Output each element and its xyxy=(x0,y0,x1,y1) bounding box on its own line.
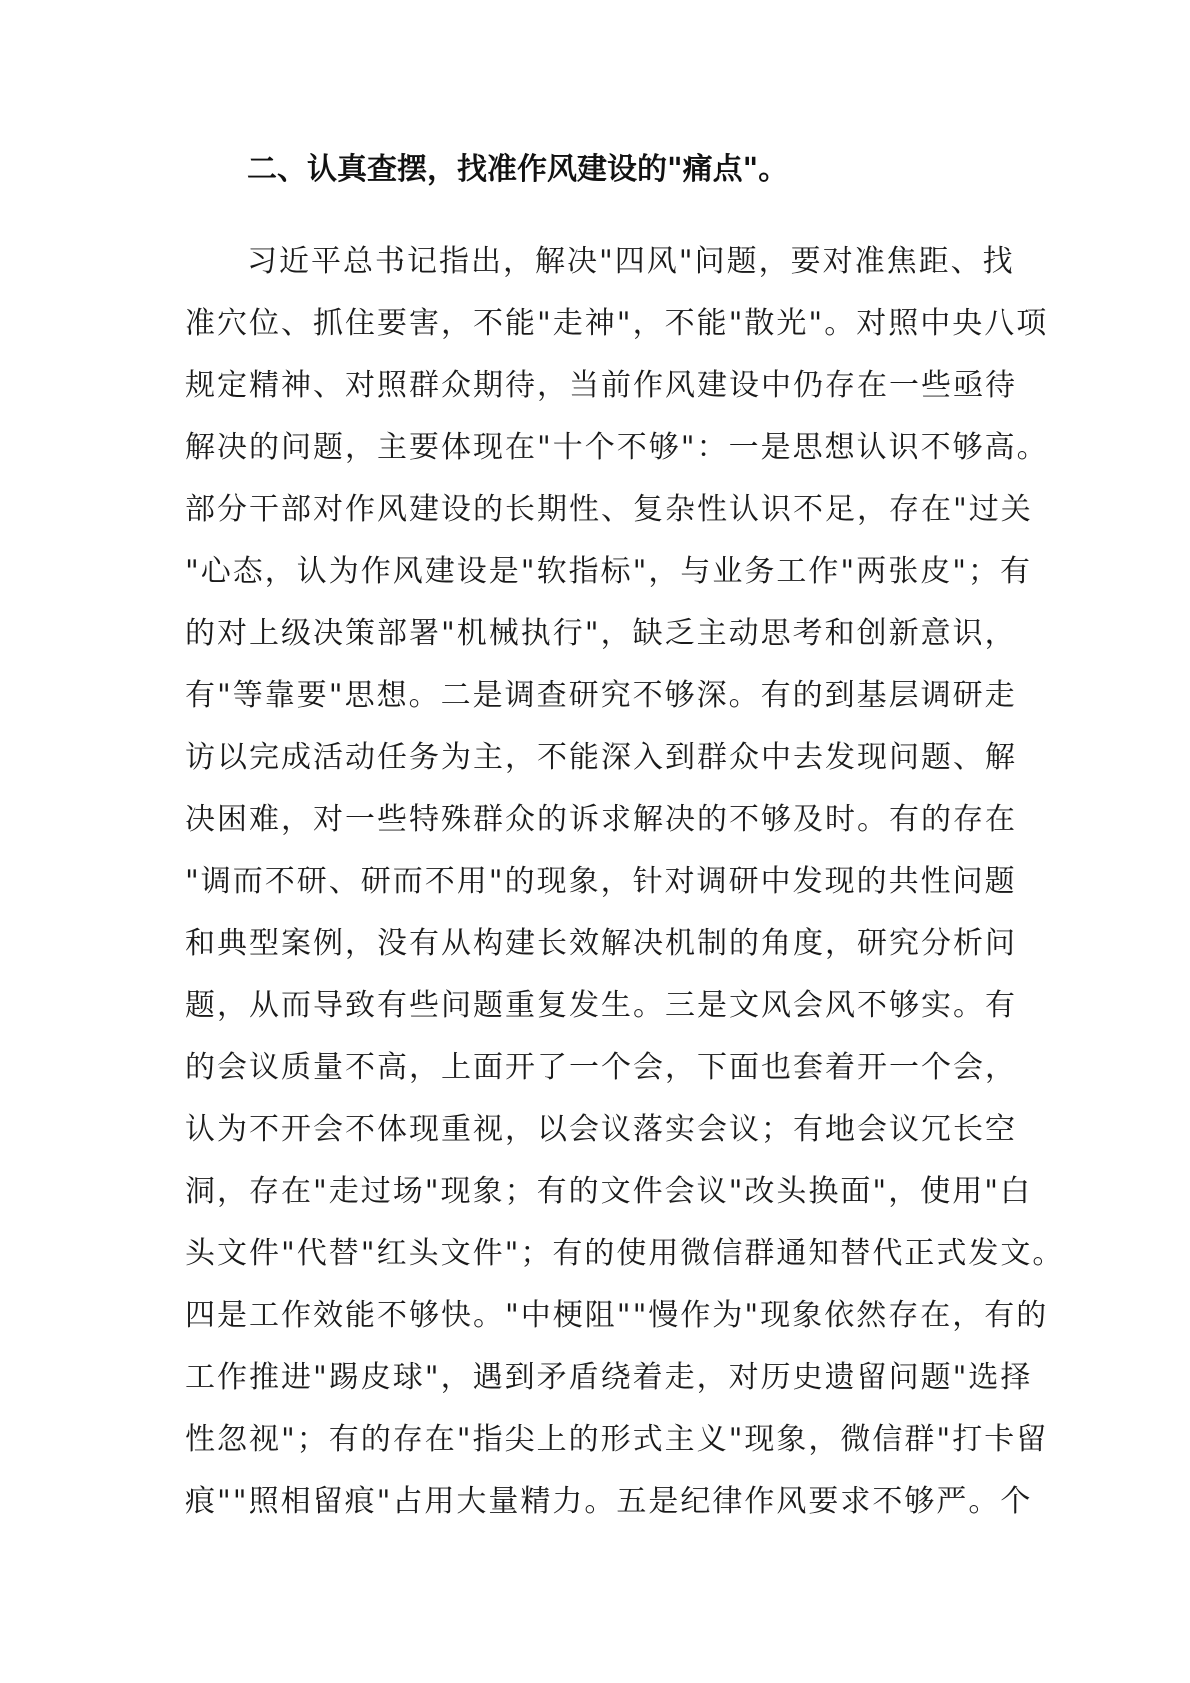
paragraph-line: 部分干部对作风建设的长期性、复杂性认识不足，存在"过关 xyxy=(185,492,1033,527)
paragraph-line: 有"等靠要"思想。二是调查研究不够深。有的到基层调研走 xyxy=(185,678,1017,713)
paragraph-line: 的会议质量不高，上面开了一个会，下面也套着开一个会， xyxy=(185,1050,1017,1085)
paragraph-line: 准穴位、抓住要害，不能"走神"，不能"散光"。对照中央八项 xyxy=(185,306,1049,341)
paragraph-line: 题，从而导致有些问题重复发生。三是文风会风不够实。有 xyxy=(185,988,1017,1023)
paragraph-line: 解决的问题，主要体现在"十个不够"：一是思想认识不够高。 xyxy=(185,430,1049,465)
paragraph-line: "调而不研、研而不用"的现象，针对调研中发现的共性问题 xyxy=(185,864,1017,899)
paragraph-line: 访以完成活动任务为主，不能深入到群众中去发现问题、解 xyxy=(185,740,1017,775)
paragraph-line: 习近平总书记指出，解决"四风"问题，要对准焦距、找 xyxy=(247,244,1015,279)
paragraph-line: 认为不开会不体现重视，以会议落实会议；有地会议冗长空 xyxy=(185,1112,1017,1147)
paragraph-line: "心态，认为作风建设是"软指标"，与业务工作"两张皮"；有 xyxy=(185,554,1032,589)
paragraph-line: 决困难，对一些特殊群众的诉求解决的不够及时。有的存在 xyxy=(185,802,1017,837)
paragraph-line: 四是工作效能不够快。"中梗阻""慢作为"现象依然存在，有的 xyxy=(185,1298,1049,1333)
paragraph-line: 头文件"代替"红头文件"；有的使用微信群通知替代正式发文。 xyxy=(185,1236,1065,1271)
paragraph-line: 规定精神、对照群众期待，当前作风建设中仍存在一些亟待 xyxy=(185,368,1017,403)
paragraph-line: 痕""照相留痕"占用大量精力。五是纪律作风要求不够严。个 xyxy=(185,1484,1033,1519)
paragraph-line: 的对上级决策部署"机械执行"，缺乏主动思考和创新意识， xyxy=(185,616,1017,651)
section-heading: 二、认真查摆，找准作风建设的"痛点"。 xyxy=(247,152,789,187)
body-paragraph xyxy=(185,231,1065,1533)
paragraph-line: 性忽视"；有的存在"指尖上的形式主义"现象，微信群"打卡留 xyxy=(185,1422,1049,1457)
paragraph-line: 工作推进"踢皮球"，遇到矛盾绕着走，对历史遗留问题"选择 xyxy=(185,1360,1033,1395)
paragraph-line: 和典型案例，没有从构建长效解决机制的角度，研究分析问 xyxy=(185,926,1017,961)
paragraph-line: 洞，存在"走过场"现象；有的文件会议"改头换面"，使用"白 xyxy=(185,1174,1032,1209)
